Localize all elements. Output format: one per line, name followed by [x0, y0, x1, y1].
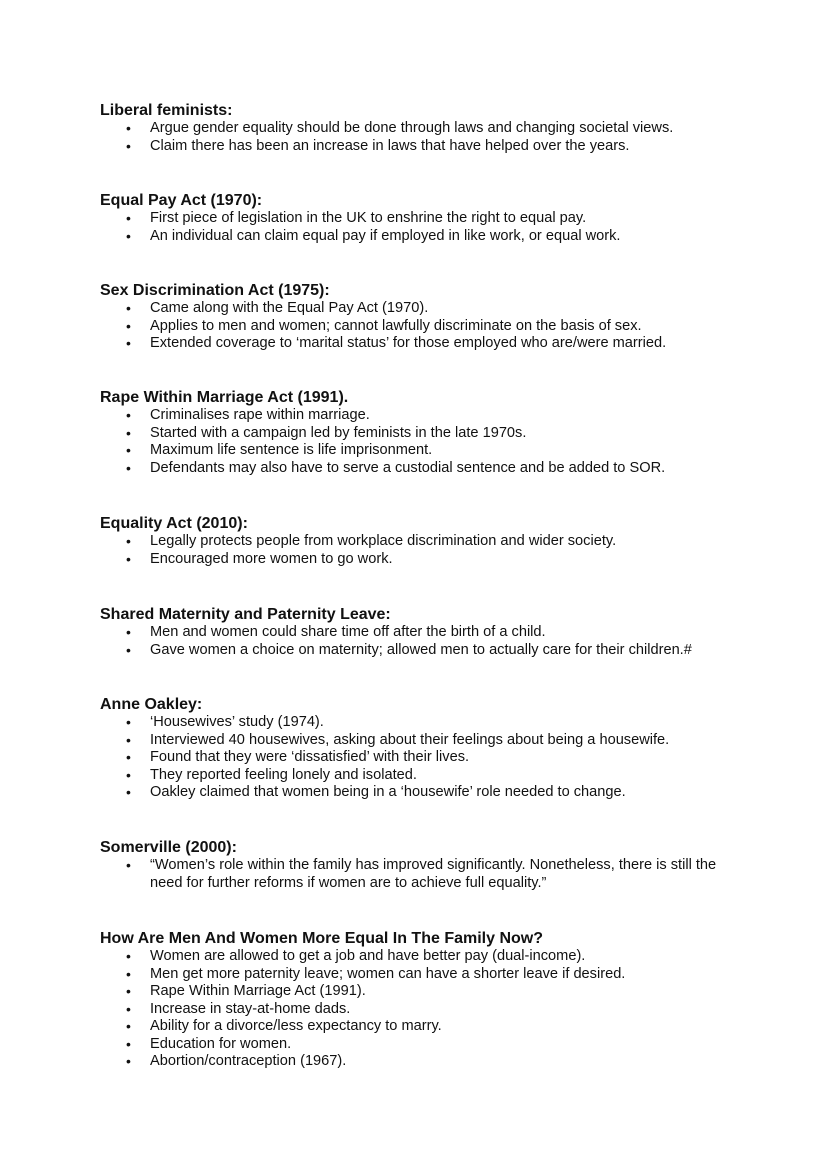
section-equal-pay-act: [100, 191, 780, 245]
list-item: • Gave women a choice on maternity; allowed men to actually care for their children.#: [126, 641, 692, 658]
bullet-list: [100, 948, 780, 1071]
bullet-icon: •: [126, 948, 131, 964]
bullet-icon: •: [126, 550, 131, 567]
list-item: • Men and women could share time off after the birth of a child.: [126, 624, 546, 640]
list-item: • Oakley claimed that women being in a ‘housewife’ role needed to change.: [126, 784, 626, 800]
bullet-list: [100, 624, 780, 659]
bullet-icon: •: [126, 335, 131, 351]
bullet-icon: •: [126, 1053, 131, 1069]
list-item: • Came along with the Equal Pay Act (1970).: [126, 300, 429, 316]
section-rape-within-marriage-act: [100, 388, 780, 477]
bullet-list: [100, 857, 780, 892]
list-item: • Men get more paternity leave; women can have a shorter leave if desired.: [126, 965, 626, 982]
list-item: • Interviewed 40 housewives, asking about their feelings about being a housewife.: [126, 731, 670, 748]
section-heading: Somerville (2000):: [100, 839, 237, 856]
bullet-icon: •: [126, 424, 131, 441]
bullet-list: [100, 533, 780, 568]
list-item: • Applies to men and women; cannot lawfully discriminate on the basis of sex.: [126, 317, 642, 334]
section-somerville: [100, 838, 780, 892]
list-item: • They reported feeling lonely and isolated.: [126, 766, 417, 783]
section-heading: Liberal feminists:: [100, 102, 233, 119]
bullet-icon: •: [126, 407, 131, 423]
bullet-icon: •: [126, 749, 131, 765]
section-equality-act: [100, 514, 780, 568]
bullet-icon: •: [126, 210, 131, 226]
bullet-icon: •: [126, 857, 131, 873]
list-item: • Found that they were ‘dissatisfied’ with their lives.: [126, 749, 470, 765]
list-item: • Argue gender equality should be done through laws and changing societal views.: [126, 120, 674, 136]
bullet-list: [100, 120, 780, 155]
bullet-icon: •: [126, 533, 131, 549]
bullet-icon: •: [126, 459, 131, 476]
list-item: • Rape Within Marriage Act (1991).: [126, 983, 366, 999]
list-item: • Legally protects people from workplace discrimination and wider society.: [126, 533, 617, 549]
section-heading: Rape Within Marriage Act (1991).: [100, 389, 349, 406]
bullet-list: [100, 714, 780, 802]
list-item: • ‘Housewives’ study (1974).: [126, 714, 324, 730]
bullet-icon: •: [126, 300, 131, 316]
list-item: • Women are allowed to get a job and have better pay (dual-income).: [126, 948, 586, 964]
list-item: • Encouraged more women to go work.: [126, 550, 393, 567]
bullet-icon: •: [126, 1000, 131, 1017]
bullet-list: [100, 210, 780, 245]
section-sex-discrimination-act: [100, 281, 780, 353]
list-item: • Extended coverage to ‘marital status’ for those employed who are/were married.: [126, 335, 667, 351]
section-heading: Anne Oakley:: [100, 696, 203, 713]
list-item: • First piece of legislation in the UK to enshrine the right to equal pay.: [126, 210, 587, 226]
section-heading: Equality Act (2010):: [100, 515, 248, 532]
bullet-list: [100, 300, 780, 353]
section-heading: Equal Pay Act (1970):: [100, 192, 263, 209]
section-heading: How Are Men And Women More Equal In The Family Now?: [100, 930, 543, 947]
section-anne-oakley: [100, 695, 780, 802]
list-item: • Education for women.: [126, 1035, 292, 1052]
bullet-icon: •: [126, 624, 131, 640]
bullet-icon: •: [126, 1018, 131, 1034]
bullet-icon: •: [126, 120, 131, 136]
bullet-icon: •: [126, 983, 131, 999]
section-more-equal-now: [100, 929, 780, 1071]
bullet-icon: •: [126, 227, 131, 244]
list-item: • Abortion/contraception (1967).: [126, 1053, 347, 1069]
bullet-icon: •: [126, 317, 131, 334]
section-heading: Sex Discrimination Act (1975):: [100, 282, 330, 299]
section-liberal-feminists: [100, 101, 780, 155]
bullet-icon: •: [126, 1035, 131, 1052]
section-heading: Shared Maternity and Paternity Leave:: [100, 606, 391, 623]
bullet-icon: •: [126, 137, 131, 154]
bullet-icon: •: [126, 731, 131, 748]
list-item: • Increase in stay-at-home dads.: [126, 1000, 351, 1017]
list-item: • Maximum life sentence is life imprisonment.: [126, 442, 433, 458]
list-item: • An individual can claim equal pay if employed in like work, or equal work.: [126, 227, 621, 244]
bullet-icon: •: [126, 784, 131, 800]
list-item: • Ability for a divorce/less expectancy to marry.: [126, 1018, 442, 1034]
list-item: • Defendants may also have to serve a custodial sentence and be added to SOR.: [126, 459, 666, 476]
list-item: • Started with a campaign led by feminists in the late 1970s.: [126, 424, 527, 441]
section-shared-parental-leave: [100, 605, 780, 659]
bullet-list: [100, 407, 780, 477]
bullet-icon: •: [126, 766, 131, 783]
list-item: • “Women’s role within the family has improved significantly. Nonetheless, there is still the need for further reforms if women are to achieve full equality.”: [126, 857, 717, 891]
list-item: • Claim there has been an increase in laws that have helped over the years.: [126, 137, 630, 154]
bullet-icon: •: [126, 641, 131, 658]
bullet-icon: •: [126, 965, 131, 982]
bullet-icon: •: [126, 714, 131, 730]
bullet-icon: •: [126, 442, 131, 458]
list-item: • Criminalises rape within marriage.: [126, 407, 370, 423]
